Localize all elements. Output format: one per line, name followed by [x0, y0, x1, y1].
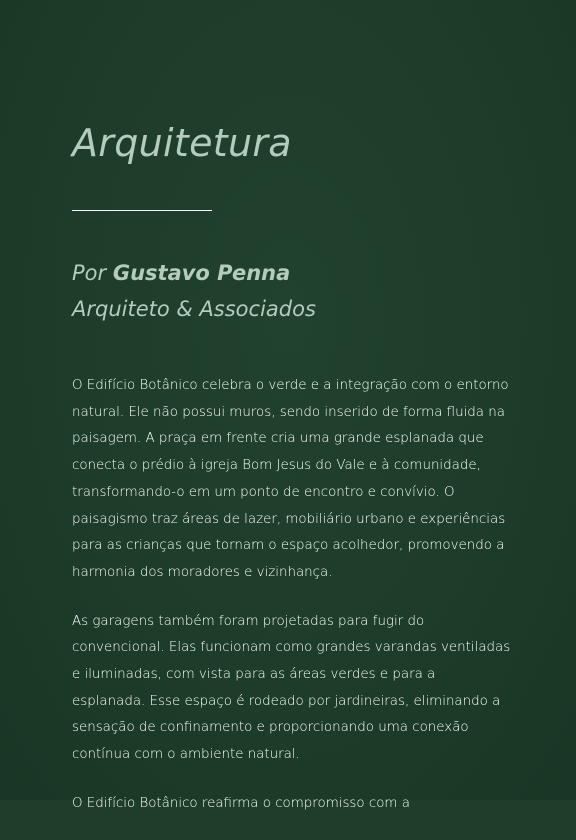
author-block: [72, 255, 512, 327]
page-title: Arquitetura: [72, 121, 292, 165]
author-name: Gustavo Penna: [112, 261, 291, 285]
article-body: [72, 373, 512, 818]
author-line: [72, 255, 512, 291]
paragraph-1: O Edifício Botânico celebra o verde e a integração com o entorno natural. Ele não possui muros, sendo inserido de forma fluida na paisagem. A praça em frente cria uma grande esplanada que conecta o prédio à igreja Bom Jesus do Vale e à comunidade, transformando-o em um ponto de encontro e convívio. O paisagismo traz áreas de lazer, mobiliário urbano e experiências para as crianças que tornam o espaço acolhedor, promovendo a harmonia dos moradores e vizinhança.: [72, 378, 509, 580]
article: [72, 112, 512, 840]
paragraph-3: O Edifício Botânico reafirma o compromisso com a: [72, 795, 410, 811]
title-divider: [72, 210, 212, 211]
author-firm: Arquiteto & Associados: [72, 297, 316, 321]
paragraph-2: As garagens também foram projetadas para fugir do convencional. Elas funcionam como grandes varandas ventiladas e iluminadas, com vista para as áreas verdes e para a esplanada. Esse espaço é rodeado por jardineiras, eliminando a sensação de confinamento e proporcionando uma conexão contínua com o ambiente natural.: [72, 613, 511, 763]
author-prefix: Por: [72, 261, 107, 285]
